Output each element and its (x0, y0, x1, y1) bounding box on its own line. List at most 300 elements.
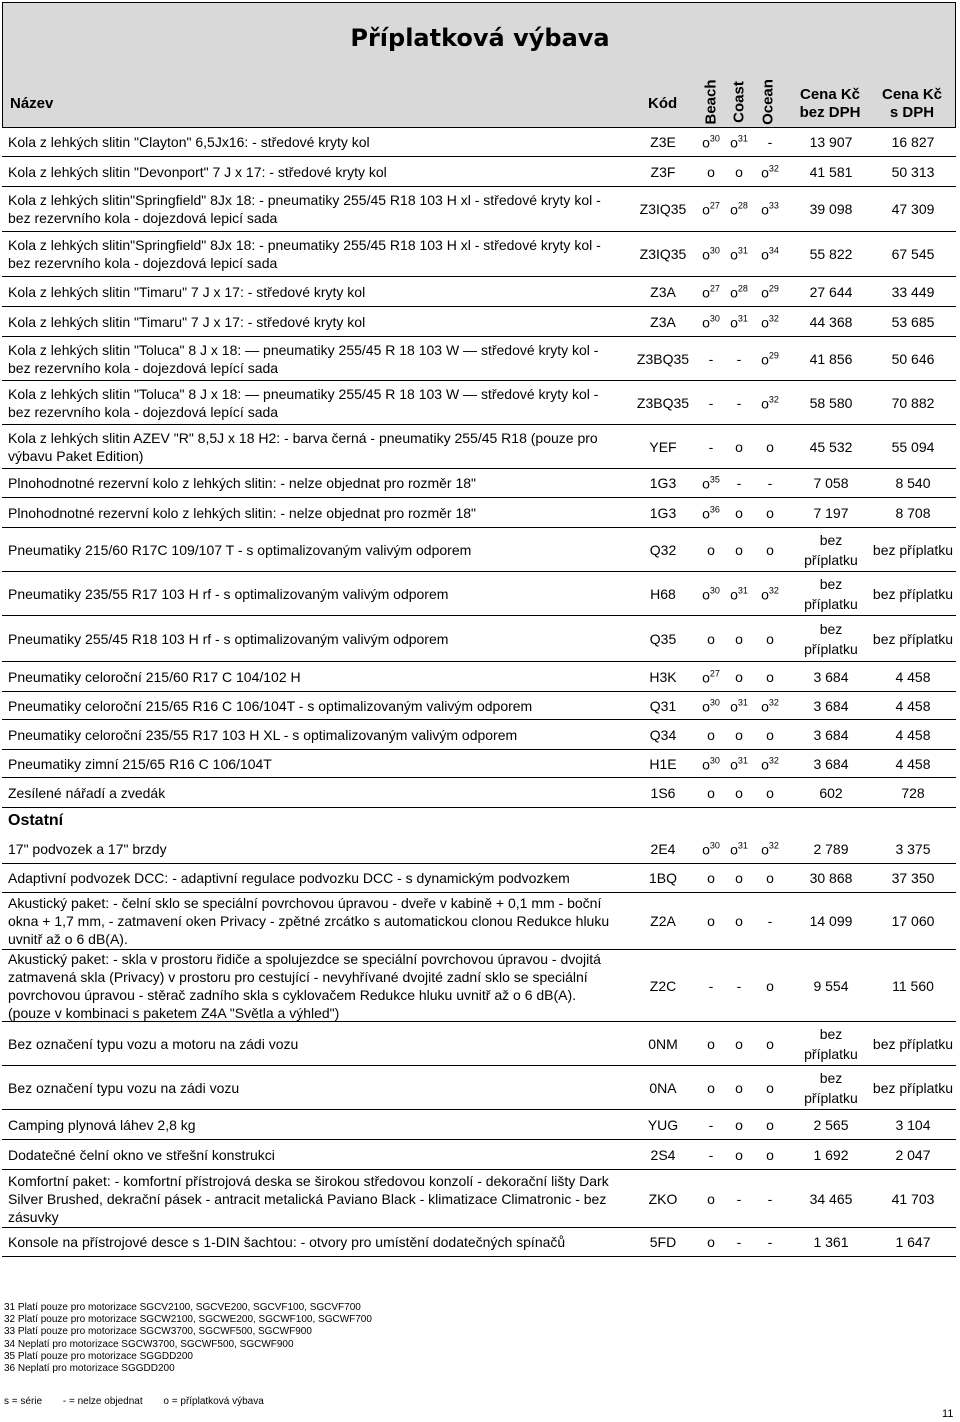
availability-mark: o (766, 977, 774, 994)
table-row (2, 232, 956, 277)
coast-cell (728, 475, 750, 491)
ocean-cell (756, 669, 784, 685)
availability-mark: o (707, 1190, 715, 1207)
ocean-cell (756, 697, 784, 714)
ocean-cell (756, 978, 784, 994)
price-gross: 47 309 (891, 201, 935, 217)
coast-cell (728, 351, 750, 367)
availability-mark: o (766, 726, 774, 743)
table-row (2, 1066, 956, 1110)
beach-cell (700, 785, 722, 801)
header-beach: Beach (702, 79, 720, 125)
table-row (2, 778, 956, 808)
table-row (2, 307, 956, 337)
table-row (2, 662, 956, 692)
availability-mark: o (702, 697, 710, 714)
footnotes (4, 1302, 372, 1375)
price-gross: bez příplatku (872, 1079, 954, 1096)
coast-cell (728, 1036, 750, 1052)
availability-mark: - (767, 1234, 773, 1250)
footnote-ref: 31 (737, 585, 748, 596)
ocean-cell (756, 201, 784, 218)
availability-mark: o (761, 697, 769, 714)
beach-cell (700, 1036, 722, 1052)
row-code: YEF (649, 438, 677, 455)
ocean-cell (756, 283, 784, 300)
footnote: 34 Neplatí pro motorizace SGCW3700, SGCWF500, SGCWF900 (4, 1338, 294, 1350)
row-code: Z3BQ35 (636, 394, 690, 411)
coast-cell (728, 870, 750, 886)
row-name: Plnohodnotné rezervní kolo z lehkých slitin: - nelze objednat pro rozměr 18" (8, 475, 477, 491)
coast-cell (728, 134, 750, 151)
ocean-cell (756, 246, 784, 263)
price-gross: 41 703 (891, 1190, 935, 1207)
price-gross: 8 708 (895, 504, 931, 521)
footnote-ref: 31 (737, 245, 748, 256)
price-net: 41 581 (809, 163, 853, 180)
coast-cell (728, 1191, 750, 1207)
coast-cell (728, 840, 750, 857)
beach-cell (700, 1080, 722, 1096)
page-title: Příplatková výbava (350, 24, 610, 52)
availability-mark: o (766, 668, 774, 685)
availability-mark: - (708, 438, 714, 455)
availability-mark: o (707, 1234, 715, 1250)
table-row (2, 469, 956, 498)
availability-mark: - (708, 1146, 714, 1163)
price-gross: 8 540 (895, 475, 931, 491)
header-price-net: Cena Kč bez DPH (799, 86, 861, 121)
beach-cell (700, 1234, 722, 1250)
coast-cell (728, 978, 750, 994)
row-code: H3K (649, 668, 677, 685)
availability-mark: o (707, 1079, 715, 1096)
price-net: 1 692 (813, 1146, 849, 1163)
coast-cell (728, 505, 750, 521)
price-net: 45 532 (809, 438, 853, 455)
ocean-cell (756, 1080, 784, 1096)
availability-mark: o (707, 1035, 715, 1052)
ocean-cell (756, 755, 784, 772)
row-name: Kola z lehkých slitin AZEV "R" 8,5J x 18 H2: - barva černá - pneumatiky 255/45 R18 (pouze pro výbavu Paket Edition) (8, 429, 598, 464)
row-code: Z3IQ35 (639, 201, 687, 217)
availability-mark: o (735, 163, 743, 180)
price-net: bez příplatku (804, 1025, 858, 1062)
footnote-ref: 31 (737, 840, 748, 851)
availability-mark: o (766, 504, 774, 521)
footnote-ref: 29 (768, 350, 779, 361)
ocean-cell (756, 1191, 784, 1207)
row-name: Kola z lehkých slitin "Timaru" 7 J x 17: - středové kryty kol (8, 313, 366, 330)
row-code: 2S4 (650, 1146, 676, 1163)
row-code: 0NA (649, 1079, 677, 1096)
footnote-ref: 36 (709, 504, 720, 515)
footnote-ref: 30 (709, 245, 720, 256)
footnote-ref: 33 (768, 200, 779, 211)
row-code: 1G3 (649, 475, 677, 491)
price-net: 3 684 (813, 755, 849, 772)
availability-mark: - (736, 977, 742, 994)
row-code: Q34 (649, 726, 677, 743)
price-net: 44 368 (809, 313, 853, 330)
price-net: 27 644 (809, 283, 853, 300)
price-net: 7 197 (813, 504, 849, 521)
section-title: Ostatní (8, 812, 64, 829)
availability-mark: o (730, 313, 738, 330)
footnote-ref: 29 (768, 283, 779, 294)
price-net: bez příplatku (804, 531, 858, 568)
availability-mark: o (735, 630, 743, 647)
availability-mark: o (702, 475, 710, 492)
footnote-ref: 32 (768, 394, 779, 405)
price-net: 1 361 (813, 1234, 849, 1250)
beach-cell (700, 351, 722, 367)
ocean-cell (756, 913, 784, 929)
availability-mark: o (702, 668, 710, 685)
row-code: H1E (649, 755, 677, 772)
row-name: Akustický paket: - skla v prostoru řidiče a spolujezdce se speciální povrchovou úpravou - dvojitá zatmavená skla (Privacy) v prostoru pro cestující - nevyhřívané dvojité zadní sklo se speciální povrchovou úpravou - stěrač zadního skla s cyklovačem Redukce hluku uvnitř až o 6 dB(A). (pouze v kombinaci s paketem Z4A "Světla a výhled") (8, 950, 601, 1021)
availability-mark: - (767, 134, 773, 150)
table-row (2, 1228, 956, 1257)
availability-mark: o (702, 313, 710, 330)
availability-mark: - (708, 977, 714, 994)
availability-mark: o (766, 870, 774, 886)
availability-mark: o (702, 134, 710, 151)
price-gross: 1 647 (895, 1234, 931, 1250)
row-name: Kola z lehkých slitin"Springfield" 8Jx 18: - pneumatiky 255/45 R18 103 H xl - středové kryty kol - bez rezervního kola - dojezdová lepicí sada (8, 237, 601, 271)
table-row (2, 128, 956, 157)
ocean-cell (756, 1234, 784, 1250)
availability-mark: - (736, 1190, 742, 1207)
footnote-ref: 32 (768, 585, 779, 596)
row-name: Akustický paket: - čelní sklo se speciální povrchovou úpravou - dveře v kabině + 0,1 mm - boční okna + 1,7 mm, - zatmavení oken Privacy - zpětné zrcátko s automatickou clonou Redukce hluku uvnitř až o 6 dB(A). (8, 895, 610, 947)
table-row (2, 337, 956, 381)
ocean-cell (756, 313, 784, 330)
price-net: 14 099 (809, 913, 853, 929)
ocean-cell (756, 585, 784, 602)
beach-cell (700, 439, 722, 455)
footnote-ref: 32 (768, 697, 779, 708)
availability-mark: o (735, 726, 743, 743)
table-row (2, 1110, 956, 1140)
availability-mark: o (761, 313, 769, 330)
price-net: 2 789 (813, 840, 849, 857)
ocean-cell (756, 727, 784, 743)
beach-cell (700, 134, 722, 151)
price-gross: 4 458 (895, 668, 931, 685)
price-gross: 16 827 (891, 134, 935, 150)
price-gross: 37 350 (891, 870, 935, 886)
price-gross: bez příplatku (872, 1035, 954, 1052)
row-code: Z2A (650, 913, 676, 929)
footnote-ref: 31 (737, 755, 748, 766)
row-code: 1G3 (649, 504, 677, 521)
availability-mark: o (735, 541, 743, 558)
table-row (2, 692, 956, 720)
footnote-ref: 32 (768, 840, 779, 851)
footnote-ref: 32 (768, 755, 779, 766)
legend-item: o = příplatková výbava (163, 1396, 264, 1407)
row-name: Camping plynová láhev 2,8 kg (8, 1116, 196, 1133)
beach-cell (700, 246, 722, 263)
availability-mark: - (736, 475, 742, 491)
footnote-ref: 31 (737, 313, 748, 324)
beach-cell (700, 585, 722, 602)
row-name: Kola z lehkých slitin "Clayton" 6,5Jx16: - středové kryty kol (8, 134, 370, 150)
availability-mark: o (735, 1079, 743, 1096)
price-net: 3 684 (813, 697, 849, 714)
beach-cell (700, 504, 722, 521)
beach-cell (700, 697, 722, 714)
table-row (2, 498, 956, 528)
header-ocean: Ocean (759, 79, 777, 125)
row-code: 2E4 (650, 840, 676, 857)
ocean-cell (756, 163, 784, 180)
row-code: Q35 (649, 630, 677, 647)
legend (4, 1396, 282, 1407)
ocean-cell (756, 1117, 784, 1133)
availability-mark: o (702, 585, 710, 602)
coast-cell (728, 164, 750, 180)
header-name: Název (10, 95, 54, 112)
footnote: 36 Neplatí pro motorizace SGGDD200 (4, 1363, 175, 1375)
beach-cell (700, 395, 722, 411)
ocean-cell (756, 505, 784, 521)
beach-cell (700, 313, 722, 330)
price-gross: bez příplatku (872, 541, 954, 558)
footnote: 31 Platí pouze pro motorizace SGCV2100, SGCVE200, SGCVF100, SGCVF700 (4, 1302, 361, 1313)
beach-cell (700, 870, 722, 886)
availability-mark: o (735, 870, 743, 886)
footnote-ref: 32 (768, 163, 779, 174)
availability-mark: o (766, 1146, 774, 1163)
availability-mark: o (730, 246, 738, 263)
row-name: Kola z lehkých slitin "Toluca" 8 J x 18: — pneumatiky 255/45 R 18 103 W — středové kryty kol - bez rezervního kola - dojezdová lepící sada (8, 341, 599, 376)
availability-mark: o (735, 1035, 743, 1052)
footnote-ref: 35 (709, 474, 720, 485)
page-number: 11 (942, 1408, 954, 1420)
price-gross: 70 882 (891, 394, 935, 411)
price-gross: 11 560 (892, 977, 934, 994)
row-code: Z3BQ35 (636, 350, 690, 367)
availability-mark: o (735, 1146, 743, 1163)
price-gross: 33 449 (891, 283, 935, 300)
footnote-ref: 30 (709, 697, 720, 708)
beach-cell (700, 542, 722, 558)
beach-cell (700, 201, 722, 218)
table-row (2, 425, 956, 469)
footnote: 33 Platí pouze pro motorizace SGCW3700, SGCWF500, SGCWF900 (4, 1326, 312, 1338)
row-name: Kola z lehkých slitin"Springfield" 8Jx 18: - pneumatiky 255/45 R18 103 H xl - středové kryty kol - bez rezervního kola - dojezdová lepicí sada (8, 192, 601, 226)
availability-mark: - (736, 394, 742, 411)
availability-mark: o (761, 283, 769, 300)
availability-mark: o (707, 726, 715, 743)
table-row (2, 381, 956, 425)
beach-cell (700, 283, 722, 300)
ocean-cell (756, 1147, 784, 1163)
availability-mark: o (702, 840, 710, 857)
table-row (2, 750, 956, 778)
price-gross: bez příplatku (872, 585, 954, 602)
row-name: Pneumatiky 255/45 R18 103 H rf - s optimalizovaným valivým odporem (8, 630, 449, 647)
price-net: 3 684 (813, 668, 849, 685)
availability-mark: o (730, 697, 738, 714)
section-heading (2, 808, 956, 834)
footnote-ref: 27 (709, 283, 720, 294)
price-net: 39 098 (809, 201, 853, 217)
header-price-gross: Cena Kč s DPH (881, 86, 943, 121)
row-name: Pneumatiky zimní 215/65 R16 C 106/104T (8, 755, 272, 772)
price-gross: 728 (901, 784, 925, 801)
availability-mark: o (735, 913, 743, 929)
beach-cell (700, 840, 722, 857)
coast-cell (728, 1234, 750, 1250)
ocean-cell (756, 542, 784, 558)
footnote-ref: 32 (768, 313, 779, 324)
price-gross: 2 047 (895, 1146, 931, 1163)
availability-mark: o (730, 840, 738, 857)
availability-mark: o (761, 755, 769, 772)
availability-mark: o (761, 394, 769, 411)
row-code: Q32 (649, 541, 677, 558)
availability-mark: - (708, 1116, 714, 1133)
table-row (2, 834, 956, 864)
price-net: 3 684 (813, 726, 849, 743)
price-net: 34 465 (809, 1190, 853, 1207)
availability-mark: o (761, 246, 769, 263)
row-name: Kola z lehkých slitin "Devonport" 7 J x 17: - středové kryty kol (8, 163, 387, 180)
row-code: ZKO (648, 1190, 678, 1207)
coast-cell (728, 631, 750, 647)
row-code: H68 (650, 585, 676, 602)
price-net: 602 (819, 784, 843, 801)
price-net: 13 907 (809, 134, 853, 150)
row-name: Bez označení typu vozu na zádi vozu (8, 1079, 240, 1096)
footnote-ref: 30 (709, 585, 720, 596)
row-name: Konsole na přístrojové desce s 1-DIN šachtou: - otvory pro umístění dodatečných spínačů (8, 1234, 566, 1250)
row-code: 1BQ (648, 870, 677, 886)
coast-cell (728, 785, 750, 801)
price-gross: 55 094 (891, 438, 935, 455)
ocean-cell (756, 350, 784, 367)
ocean-cell (756, 475, 784, 491)
table-row (2, 187, 956, 232)
price-gross: 4 458 (895, 755, 931, 772)
row-code: 1S6 (650, 784, 676, 801)
footnote-ref: 30 (709, 755, 720, 766)
row-code: 0NM (648, 1035, 678, 1052)
coast-cell (728, 755, 750, 772)
header-coast: Coast (730, 81, 748, 123)
table-row (2, 157, 956, 187)
price-net: 2 565 (813, 1116, 849, 1133)
availability-mark: o (761, 585, 769, 602)
row-name: Pneumatiky celoroční 215/60 R17 C 104/102 H (8, 668, 301, 685)
price-net: 41 856 (809, 350, 853, 367)
table-row (2, 720, 956, 750)
beach-cell (700, 1147, 722, 1163)
availability-mark: o (735, 1116, 743, 1133)
footnote-ref: 31 (737, 697, 748, 708)
footnote-ref: 31 (737, 133, 748, 144)
availability-mark: o (707, 784, 715, 801)
price-gross: 4 458 (895, 697, 931, 714)
footnote-ref: 30 (709, 133, 720, 144)
price-gross: 4 458 (895, 726, 931, 743)
row-code: Z3A (650, 283, 676, 300)
price-gross: bez příplatku (872, 630, 954, 647)
coast-cell (728, 1080, 750, 1096)
ocean-cell (756, 785, 784, 801)
price-net: bez příplatku (804, 620, 858, 657)
coast-cell (728, 669, 750, 685)
coast-cell (728, 1147, 750, 1163)
footnote: 35 Platí pouze pro motorizace SGGDD200 (4, 1350, 193, 1362)
availability-mark: o (702, 201, 710, 218)
row-name: Komfortní paket: - komfortní přístrojová deska se širokou středovou konzolí - dekorační lišty Dark Silver Brushed, dekrační pásek - antracit metalická Paviano Black - klimatizace Climatronic - bez zásuvky (8, 1172, 609, 1225)
table-row (2, 893, 956, 950)
coast-cell (728, 283, 750, 300)
ocean-cell (756, 134, 784, 150)
availability-mark: - (708, 350, 714, 367)
row-code: Z3E (650, 134, 676, 150)
beach-cell (700, 668, 722, 685)
row-code: Z3IQ35 (639, 246, 687, 262)
legend-item: - = nelze objednat (62, 1396, 143, 1407)
coast-cell (728, 1117, 750, 1133)
availability-mark: o (766, 1116, 774, 1133)
coast-cell (728, 313, 750, 330)
availability-mark: o (730, 755, 738, 772)
ocean-cell (756, 870, 784, 886)
beach-cell (700, 631, 722, 647)
row-name: Pneumatiky 235/55 R17 103 H rf - s optimalizovaným valivým odporem (8, 585, 449, 602)
beach-cell (700, 1117, 722, 1133)
row-name: Plnohodnotné rezervní kolo z lehkých slitin: - nelze objednat pro rozměr 18" (8, 504, 477, 521)
beach-cell (700, 1191, 722, 1207)
footnote-ref: 34 (768, 245, 779, 256)
price-gross: 50 646 (891, 350, 935, 367)
footnote-ref: 27 (709, 200, 720, 211)
price-gross: 3 104 (895, 1116, 931, 1133)
beach-cell (700, 978, 722, 994)
price-gross: 53 685 (891, 313, 935, 330)
row-name: Adaptivní podvozek DCC: - adaptivní regulace podvozku DCC - s dynamickým podvozkem (8, 870, 570, 886)
row-name: Zesílené nářadí a zvedák (8, 784, 166, 801)
availability-mark: o (707, 630, 715, 647)
table-row (2, 572, 956, 616)
beach-cell (700, 475, 722, 492)
price-net: 55 822 (809, 246, 853, 262)
footnote-ref: 30 (709, 313, 720, 324)
availability-mark: o (730, 283, 738, 300)
footnote-ref: 30 (709, 840, 720, 851)
row-code: Z3A (650, 313, 676, 330)
coast-cell (728, 697, 750, 714)
table-row (2, 950, 956, 1022)
availability-mark: o (730, 201, 738, 218)
beach-cell (700, 727, 722, 743)
availability-mark: o (735, 668, 743, 685)
availability-mark: - (736, 350, 742, 367)
row-name: Kola z lehkých slitin "Timaru" 7 J x 17: - středové kryty kol (8, 283, 366, 300)
coast-cell (728, 913, 750, 929)
table-row (2, 1022, 956, 1066)
availability-mark: o (735, 504, 743, 521)
availability-mark: - (736, 1234, 742, 1250)
coast-cell (728, 542, 750, 558)
table-row (2, 1170, 956, 1228)
